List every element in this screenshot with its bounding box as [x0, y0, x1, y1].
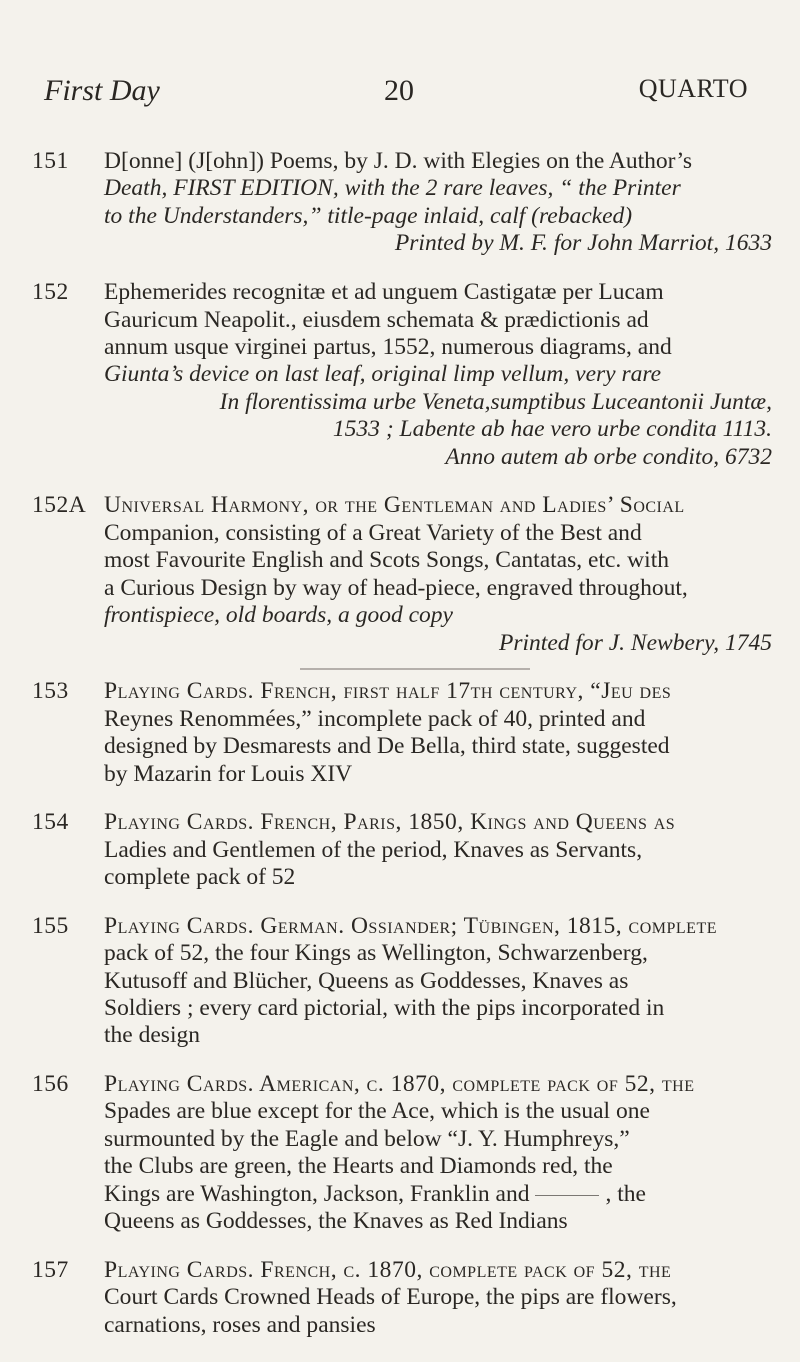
blank-dash	[535, 1195, 599, 1196]
description-line: Gauricum Neapolit., eiusdem schemata & prædictionis ad	[104, 306, 649, 333]
description-line: Playing Cards. American, c. 1870, complete pack of 52, the	[104, 1070, 695, 1097]
description-line: Spades are blue except for the Ace, which is the usual one	[104, 1098, 650, 1125]
imprint-line: Printed by M. F. for John Marriot, 1633	[394, 230, 772, 257]
lot-number: 157	[32, 1256, 69, 1283]
lot-number: 152A	[32, 492, 87, 519]
lot-description	[104, 678, 772, 788]
description-line: Soldiers ; every card pictorial, with the pips incorporated in	[104, 994, 665, 1021]
description-line: Playing Cards. French, first half 17th century, “Jeu des	[104, 678, 672, 705]
lot-description	[104, 809, 772, 891]
imprint-line: Printed for J. Newbery, 1745	[498, 629, 772, 656]
description-line: Companion, consisting of a Great Variety of the Best and	[104, 519, 642, 546]
description-line: a Curious Design by way of head-piece, engraved throughout,	[104, 574, 688, 601]
lot-number: 154	[32, 809, 69, 836]
lot-number: 153	[32, 678, 69, 705]
description-line: Giunta’s device on last leaf, original limp vellum, very rare	[104, 361, 662, 388]
description-line: frontispiece, old boards, a good copy	[104, 602, 453, 629]
description-line: D[onne] (J[ohn]) Poems, by J. D. with Elegies on the Author’s	[104, 148, 693, 174]
description-fragment: , the	[605, 1180, 646, 1207]
description-line: the Clubs are green, the Hearts and Diamonds red, the	[104, 1153, 613, 1180]
page-header	[44, 74, 748, 114]
description-line: Ephemerides recognitæ et ad unguem Castigatæ per Lucam	[104, 279, 664, 306]
description-line	[104, 1181, 772, 1208]
description-line: carnations, roses and pansies	[104, 1311, 376, 1338]
description-line: to the Understanders,” title-page inlaid, calf (rebacked)	[104, 202, 633, 229]
description-line: pack of 52, the four Kings as Wellington, Schwarzenberg,	[104, 940, 648, 967]
lot-number: 155	[32, 912, 69, 939]
description-line: designed by Desmarests and De Bella, third state, suggested	[104, 733, 670, 760]
description-line: Death, FIRST EDITION, with the 2 rare leaves, “ the Printer	[104, 175, 681, 202]
description-line: Kutusoff and Blücher, Queens as Goddesses, Knaves as	[104, 967, 629, 994]
description-line: by Mazarin for Louis XIV	[104, 760, 353, 787]
description-line: Queens as Goddesses, the Knaves as Red Indians	[104, 1207, 568, 1234]
lot-number: 156	[32, 1070, 69, 1097]
lot-description	[104, 913, 772, 1050]
running-head-section: First Day	[44, 74, 160, 107]
description-line: Universal Harmony, or the Gentleman and Ladies’ Social	[104, 492, 685, 519]
description-line: Ladies and Gentlemen of the period, Knaves as Servants,	[104, 836, 643, 863]
description-line: annum usque virginei partus, 1552, numerous diagrams, and	[104, 334, 672, 361]
description-line: Court Cards Crowned Heads of Europe, the pips are flowers,	[104, 1284, 677, 1311]
lot-description	[104, 1071, 772, 1236]
description-fragment: Kings are Washington, Jackson, Franklin and	[104, 1180, 530, 1207]
lot-description	[104, 148, 772, 258]
lot-description	[104, 279, 772, 471]
description-line: surmounted by the Eagle and below “J. Y. Humphreys,”	[104, 1125, 630, 1152]
imprint-line: Anno autem ab orbe condito, 6732	[445, 443, 772, 470]
description-line: Reynes Renommées,” incomplete pack of 40, printed and	[104, 705, 646, 732]
lot-description	[104, 492, 772, 657]
description-line: Playing Cards. German. Ossiander; Tübingen, 1815, complete	[104, 912, 718, 939]
running-head-format: QUARTO	[638, 74, 748, 103]
show-through-rule	[300, 668, 530, 670]
imprint-line: 1533 ; Labente ab hae vero urbe condita 1113.	[332, 416, 772, 443]
lot-description	[104, 1257, 772, 1339]
imprint-line: In florentissima urbe Veneta,sumptibus Luceantonii Juntæ,	[219, 388, 772, 415]
description-line: Playing Cards. French, c. 1870, complete pack of 52, the	[104, 1256, 672, 1283]
description-line: most Favourite English and Scots Songs, Cantatas, etc. with	[104, 547, 669, 574]
description-line: Playing Cards. French, Paris, 1850, Kings and Queens as	[104, 809, 676, 836]
description-line: complete pack of 52	[104, 864, 296, 891]
page-number: 20	[384, 74, 414, 107]
description-line: the design	[104, 1022, 201, 1049]
lot-number: 152	[32, 279, 69, 306]
lot-number: 151	[32, 148, 69, 174]
